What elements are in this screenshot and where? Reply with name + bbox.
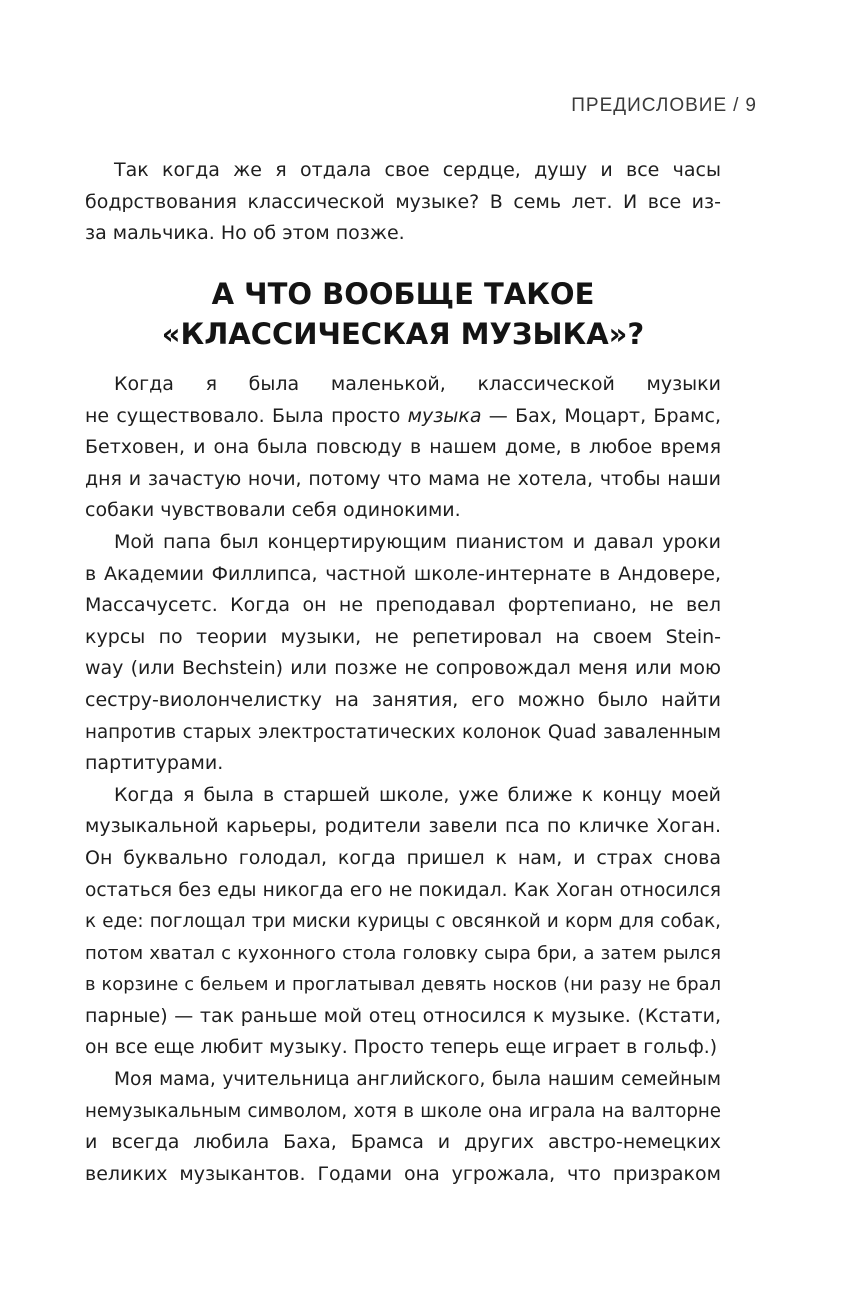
text-line: потом хватал с кухонного стола головку сыра бри, а затем рылся [85, 942, 721, 964]
paragraph [85, 1064, 721, 1190]
text-line: парные) — так раньше мой отец относился к музыке. (Кстати, [85, 1004, 721, 1027]
text-line: великих музыкантов. Годами она угрожала, что призраком [85, 1162, 721, 1185]
text-line: Мой папа был концертирующим пианистом и давал уроки [114, 530, 721, 553]
text-line: Когда я была в старшей школе, уже ближе к концу моей [114, 783, 721, 806]
text-line: он все еще любит музыку. Просто теперь еще играет в гольф.) [85, 1037, 718, 1059]
page-number: 9 [745, 95, 757, 116]
text-line: Так когда же я отдала свое сердце, душу и все часы [114, 159, 721, 181]
text-line: в Академии Филлипса, частной школе-интернате в Андовере, [85, 562, 721, 585]
text-line: курсы по теории музыки, не репетировал на своем Stein- [85, 625, 721, 648]
header-separator: / [733, 95, 740, 116]
text-line [85, 401, 721, 433]
intro-paragraph [85, 155, 721, 250]
text-line: и всегда любила Баха, Брамса и других австро-немецких [85, 1131, 721, 1154]
heading-line: А ЧТО ВООБЩЕ ТАКОЕ [211, 277, 595, 311]
heading-line: «КЛАССИЧЕСКАЯ МУЗЫКА»? [161, 317, 645, 351]
text-line: в корзине с бельем и проглатывал девять носков (ни разу не брал [85, 974, 721, 996]
text-line: собаки чувствовали себя одинокими. [85, 499, 461, 522]
text-fragment: не существовало. Была просто [85, 404, 408, 427]
paragraph [85, 369, 721, 527]
text-line: музыкальной карьеры, родители завели пса по кличке Хоган. [85, 815, 721, 838]
section-title: ПРЕДИСЛОВИЕ [571, 95, 728, 116]
text-fragment: — Бах, Моцарт, Брамс, [481, 404, 721, 427]
text-line: Когда я была маленькой, классической музыки [114, 373, 721, 395]
section-heading [85, 274, 721, 354]
text-line: дня и зачастую ночи, потому что мама не хотела, чтобы наши [85, 467, 721, 490]
text-line: напротив старых электростатических колонок Quad заваленным [85, 721, 721, 743]
text-line: остаться без еды никогда его не покидал. Как Хоган относился [85, 879, 721, 901]
text-line: Массачусетс. Когда он не преподавал фортепиано, не вел [85, 594, 721, 617]
text-line: way (или Bechstein) или позже не сопровождал меня или мою [85, 657, 721, 680]
text-line: Он буквально голодал, когда пришел к нам, и страх снова [85, 846, 721, 869]
text-line: Моя мама, учительница английского, была нашим семейным [114, 1069, 721, 1091]
running-header [571, 95, 757, 117]
text-line: к еде: поглощал три миски курицы с овсянкой и корм для собак, [85, 911, 721, 933]
paragraph [85, 780, 721, 1064]
text-line: сестру-виолончелистку на занятия, его можно было найти [85, 688, 721, 711]
paragraph [85, 527, 721, 780]
emphasis: музыка [407, 404, 482, 427]
text-line: партитурами. [85, 752, 224, 775]
main-text [85, 369, 721, 1190]
text-line: за мальчика. Но об этом позже. [85, 222, 405, 245]
text-line: бодрствования классической музыке? В семь лет. И все из- [85, 190, 721, 213]
text-line: Бетховен, и она была повсюду в нашем доме, в любое время [85, 436, 721, 459]
text-line: немузыкальным символом, хотя в школе она играла на валторне [85, 1100, 721, 1122]
